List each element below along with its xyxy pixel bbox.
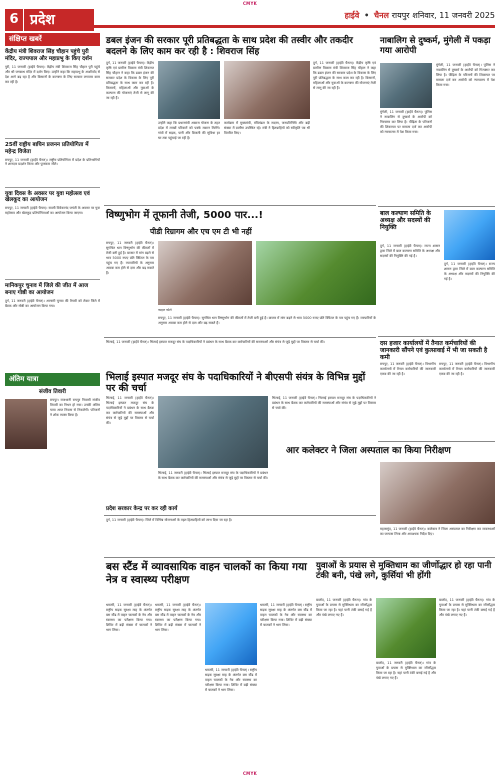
lead-text: उन्होंने कहा कि प्रधानमंत्री आवास योजना के तहत प्रदेश में लाखों परिवारों को पक्के मकान मिलेंगे। गांवों में सड़क, पानी और बिजली की सुविधा हर घर तक पहुंचाई जा रही है। — [158, 121, 220, 140]
divider — [5, 187, 100, 188]
divider — [5, 279, 100, 280]
story-text: भिलाई, 11 जनवरी (हाईवे चैनल)। भिलाई इस्पात मजदूर संघ के पदाधिकारियों ने प्रबंधन के साथ बैठक कर कर्मचारियों की समस्याओं और संयंत्र से जुड़े मुद्दों पर विस्तार से चर्चा की। — [272, 396, 376, 410]
paper-name: हाईवे — [344, 11, 360, 20]
brief-text: पुरी, 11 जनवरी (हाईवे चैनल)। केंद्रीय मंत्री शिवराज सिंह चौहान पुरी पहुंचे और श्री जगन्नाथ मंदिर में दर्शन किए। उन्होंने कहा कि महाप्रभु के आशीर्वाद से देश आगे बढ़ रहा है और किसानों के कल्याण के लिए सरकार लगातार काम कर रही है। — [5, 64, 100, 84]
sidebar-briefs — [5, 33, 100, 765]
story-headline: दस हजार कार्यालयों में तैनात कर्मचारियों की जानकारी सौंपने एवं कुत्सावाई में भी जा सकती है कमी — [380, 340, 488, 362]
masthead — [345, 11, 495, 22]
divider — [104, 557, 495, 558]
obituary-name: संजीव तिवारी — [39, 389, 66, 395]
issue-date: शनिवार, 11 जनवरी 2025 — [412, 11, 495, 20]
brief-title: केंद्रीय मंत्री शिवराज सिंह चौहान पहुंचे पुरी मंदिर, राज्यपाल और महाप्रभु के किए दर्शन — [5, 49, 92, 62]
section-title: प्रदेश — [24, 9, 94, 31]
page-number: 6 — [5, 9, 23, 31]
lead-photo — [158, 61, 220, 119]
story-text: दुर्ग, 11 जनवरी (हाईवे चैनल)। राज्य शासन द्वारा जिले में बाल कल्याण समिति के अध्यक्ष और सदस्यों की नियुक्ति की गई है। — [444, 262, 495, 281]
story-text: भिलाई, 11 जनवरी (हाईवे चैनल)। भिलाई इस्पात मजदूर संघ के पदाधिकारियों ने प्रबंधन के साथ बैठक कर कर्मचारियों की समस्याओं और संयंत्र से जुड़े मुद्दों पर विस्तार से चर्चा की। — [106, 396, 154, 425]
obituary-header: अंतिम यात्रा — [5, 373, 100, 386]
story-text: मुंगेली, 11 जनवरी (हाईवे चैनल)। पुलिस ने नाबालिग से दुष्कर्म के आरोपी को गिरफ्तार कर लिया है। पीड़िता के परिजनों की शिकायत पर मामला दर्ज कर आरोपी को न्यायालय में पेश किया गया। — [380, 110, 432, 134]
brief-title: युवा दिवस के अवसर पर युवा महोत्सव एवं खेलकूद का आयोजन — [5, 190, 90, 204]
story-text: बालोद, 11 जनवरी (हाईवे चैनल)। गांव के युवाओं के प्रयास से मुक्तिधाम का जीर्णोद्धार किया जा रहा है। यहां पानी टंकी बनाई गई है और पंखे लगाए गए हैं। — [316, 598, 372, 617]
lead-text: दुर्ग, 11 जनवरी (हाईवे चैनल)। केंद्रीय कृषि एवं ग्रामीण विकास मंत्री शिवराज सिंह चौहान ने कहा कि डबल इंजन की सरकार प्रदेश के विकास के लिए पूरी प्रतिबद्धता के साथ काम कर रही है। किसानों, महिलाओं और युवाओं के कल्याण की योजनाएं तेजी से लागू की जा रही हैं। — [313, 61, 376, 90]
story-text: रायपुर, 11 जनवरी (हाईवे चैनल)। सुगंधित धान विष्णुभोग की कीमतों में तेजी बनी हुई है। बाजार में मांग बढ़ने से भाव 5000 रुपए प्रति क्विंटल के पार पहुंच गए हैं। व्यापारियों के अनुसार आवक कम होने से दाम और बढ़ सकते हैं। — [106, 241, 154, 275]
lead-headline: डबल इंजन की सरकार पूरी प्रतिबद्धता के साथ प्रदेश की तस्वीर और तकदीर बदलने के लिए काम कर रही है : शिवराज सिंह — [106, 36, 353, 57]
story-photo — [380, 63, 432, 108]
story-text: रायपुर, 11 जनवरी (हाईवे चैनल)। विभागीय कार्यालयों में तैनात कर्मचारियों की जानकारी एकत्र की जा रही है। — [439, 362, 495, 376]
divider — [104, 205, 376, 206]
lead-text: कार्यक्रम में मुख्यमंत्री, मंत्रिमंडल के सदस्य, जनप्रतिनिधि और बड़ी संख्या में ग्रामीण उपस्थित रहे। मंत्री ने हितग्राहियों को स्वीकृति पत्र भी वितरित किए। — [224, 121, 310, 135]
photo-caption: फाइल फोटो — [158, 308, 172, 312]
city-name: रायपुर — [391, 11, 410, 20]
story-text: धमतरी, 11 जनवरी (हाईवे चैनल)। राष्ट्रीय सड़क सुरक्षा माह के अंतर्गत बस स्टैंड में वाहन चालकों के नेत्र और स्वास्थ्य का परीक्षण किया गया। शिविर में बड़ी संख्या में चालकों ने भाग लिया। — [260, 603, 312, 627]
story-headline: विष्णुभोग में तूफानी तेजी, 5000 पार...! — [106, 210, 264, 221]
lead-photo — [224, 61, 310, 119]
story-photo — [256, 241, 376, 305]
page-header — [5, 9, 495, 31]
obituary-text: रायपुर। राजधानी रायपुर निवासी संजीव तिवारी का निधन हो गया। उनकी अंतिम यात्रा आज निवास से निकलेगी। परिजनों ने शोक व्यक्त किया है। — [50, 397, 100, 417]
masthead-separator: • — [364, 11, 370, 20]
divider — [104, 337, 376, 338]
brief-text: रायपुर, 11 जनवरी (हाईवे चैनल)। राष्ट्रीय प्रतियोगिता में प्रदेश के प्रतिभागियों ने शानदार प्रदर्शन किया और पुरस्कार जीते। — [5, 157, 100, 167]
story-text: महासमुंद, 11 जनवरी (हाईवे चैनल)। कलेक्टर ने जिला अस्पताल का निरीक्षण कर व्यवस्थाओं का जायजा लिया और आवश्यक निर्देश दिए। — [380, 527, 495, 536]
story-text: रायपुर, 11 जनवरी (हाईवे चैनल)। सुगंधित धान विष्णुभोग की कीमतों में तेजी बनी हुई है। बाजार में मांग बढ़ने से भाव 5000 रुपए प्रति क्विंटल के पार पहुंच गए हैं। व्यापारियों के अनुसार आवक कम होने से दाम और बढ़ सकते हैं। — [158, 316, 376, 325]
header-rule — [94, 25, 495, 28]
story-text: मुंगेली, 11 जनवरी (हाईवे चैनल)। पुलिस ने नाबालिग से दुष्कर्म के आरोपी को गिरफ्तार कर लिया है। पीड़िता के परिजनों की शिकायत पर मामला दर्ज कर आरोपी को न्यायालय में पेश किया गया। — [436, 63, 495, 87]
divider — [378, 441, 495, 442]
story-headline: आर कलेक्टर ने जिला अस्पताल का किया निरीक्षण — [286, 446, 495, 457]
story-text: भिलाई, 11 जनवरी (हाईवे चैनल)। भिलाई इस्पात मजदूर संघ के पदाधिकारियों ने प्रबंधन के साथ बैठक कर कर्मचारियों की समस्याओं और संयंत्र से जुड़े मुद्दों पर विस्तार से चर्चा की। — [158, 471, 268, 480]
obituary-photo — [5, 399, 47, 449]
story-text: रायपुर, 11 जनवरी (हाईवे चैनल)। विभागीय कार्यालयों में तैनात कर्मचारियों की जानकारी एकत्र की जा रही है। — [380, 362, 436, 376]
divider — [104, 515, 376, 516]
story-photo — [376, 598, 436, 658]
divider — [5, 138, 100, 139]
story-headline: नाबालिग से दुष्कर्म, मुंगेली में पकड़ा गया आरोपी — [380, 36, 491, 57]
brief-text: रायपुर, 11 जनवरी (हाईवे चैनल)। स्वामी विवेकानंद जयंती के अवसर पर युवा महोत्सव और खेलकूद प्रतियोगिताओं का आयोजन किया जाएगा। — [5, 206, 100, 216]
lead-text: दुर्ग, 11 जनवरी (हाईवे चैनल)। केंद्रीय कृषि एवं ग्रामीण विकास मंत्री शिवराज सिंह चौहान ने कहा कि डबल इंजन की सरकार प्रदेश के विकास के लिए पूरी प्रतिबद्धता के साथ काम कर रही है। किसानों, महिलाओं और युवाओं के कल्याण की योजनाएं तेजी से लागू की जा रही हैं। — [106, 61, 154, 100]
story-text: बालोद, 11 जनवरी (हाईवे चैनल)। गांव के युवाओं के प्रयास से मुक्तिधाम का जीर्णोद्धार किया जा रहा है। यहां पानी टंकी बनाई गई है और पंखे लगाए गए हैं। — [376, 661, 436, 680]
story-text: धमतरी, 11 जनवरी (हाईवे चैनल)। राष्ट्रीय सड़क सुरक्षा माह के अंतर्गत बस स्टैंड में वाहन चालकों के नेत्र और स्वास्थ्य का परीक्षण किया गया। शिविर में बड़ी संख्या में चालकों ने भाग लिया। — [155, 603, 201, 632]
story-headline: युवाओं के प्रयास से मुक्तिधाम का जीर्णोद्धार हो रहा पानी टंकी बनी, पंखे लगे, कुर्सियां भी होंगी — [316, 561, 492, 582]
story-text: धमतरी, 11 जनवरी (हाईवे चैनल)। राष्ट्रीय सड़क सुरक्षा माह के अंतर्गत बस स्टैंड में वाहन चालकों के नेत्र और स्वास्थ्य का परीक्षण किया गया। शिविर में बड़ी संख्या में चालकों ने भाग लिया। — [106, 603, 152, 632]
brief-title: 25वीं राष्ट्रीय बाघिन प्रजनन प्रतियोगिता में महेन्द्र विजेता — [5, 141, 89, 155]
story-text: बालोद, 11 जनवरी (हाईवे चैनल)। गांव के युवाओं के प्रयास से मुक्तिधाम का जीर्णोद्धार किया जा रहा है। यहां पानी टंकी बनाई गई है और पंखे लगाए गए हैं। — [439, 598, 495, 617]
story-photo — [380, 462, 495, 524]
story-headline: भिलाई इस्पात मजदूर संघ के पदाधिकारियों ने बीएसपी संयंत्र के विभिन्न मुद्दों पर की चर्चा — [106, 372, 366, 395]
print-mark-bottom: CMYK — [242, 771, 258, 776]
divider — [378, 336, 495, 337]
channel-name: चैनल — [374, 11, 389, 20]
story-text: दुर्ग, 11 जनवरी (हाईवे चैनल)। जिले में विभिन्न योजनाओं के तहत हितग्राहियों को लाभ दिया जा रहा है। — [106, 518, 233, 522]
print-mark-top: CMYK — [242, 1, 258, 6]
divider — [378, 206, 495, 207]
story-photo — [158, 396, 268, 468]
story-photo — [205, 603, 257, 665]
story-headline: बस स्टैंड में व्यावसायिक वाहन चालकों का किया गया नेत्र व स्वास्थ्य परीक्षण — [106, 561, 307, 586]
story-subhead: पीडी रिग्रागम और एच एम टी भी नहीं — [150, 227, 252, 236]
briefs-header: संक्षिप्त खबरें — [5, 33, 100, 46]
story-photo — [444, 210, 495, 260]
brief-title: मानिकपुर चुनाव में जिले की जीत में आज बनाए गोष्ठी का आयोजन — [5, 283, 89, 297]
story-photo — [158, 241, 252, 305]
brief-text: दुर्ग, 11 जनवरी (हाईवे चैनल)। आगामी चुनाव की तैयारी को लेकर जिले में बैठक और गोष्ठी का आयोजन किया गया। — [5, 299, 100, 308]
story-text: भिलाई, 11 जनवरी (हाईवे चैनल)। भिलाई इस्पात मजदूर संघ के पदाधिकारियों ने प्रबंधन के साथ बैठक कर कर्मचारियों की समस्याओं और संयंत्र से जुड़े मुद्दों पर विस्तार से चर्चा की। — [106, 340, 325, 344]
story-text: धमतरी, 11 जनवरी (हाईवे चैनल)। राष्ट्रीय सड़क सुरक्षा माह के अंतर्गत बस स्टैंड में वाहन चालकों के नेत्र और स्वास्थ्य का परीक्षण किया गया। शिविर में बड़ी संख्या में चालकों ने भाग लिया। — [205, 668, 257, 692]
story-subhead: प्रदेश सरकार केन्द्र पर कर रही कार्य — [106, 506, 178, 512]
story-text: दुर्ग, 11 जनवरी (हाईवे चैनल)। राज्य शासन द्वारा जिले में बाल कल्याण समिति के अध्यक्ष और सदस्यों की नियुक्ति की गई है। — [380, 244, 440, 258]
story-headline: बाल कल्याण समिति के अध्यक्ष और सदस्यों की नियुक्ति — [380, 210, 431, 232]
